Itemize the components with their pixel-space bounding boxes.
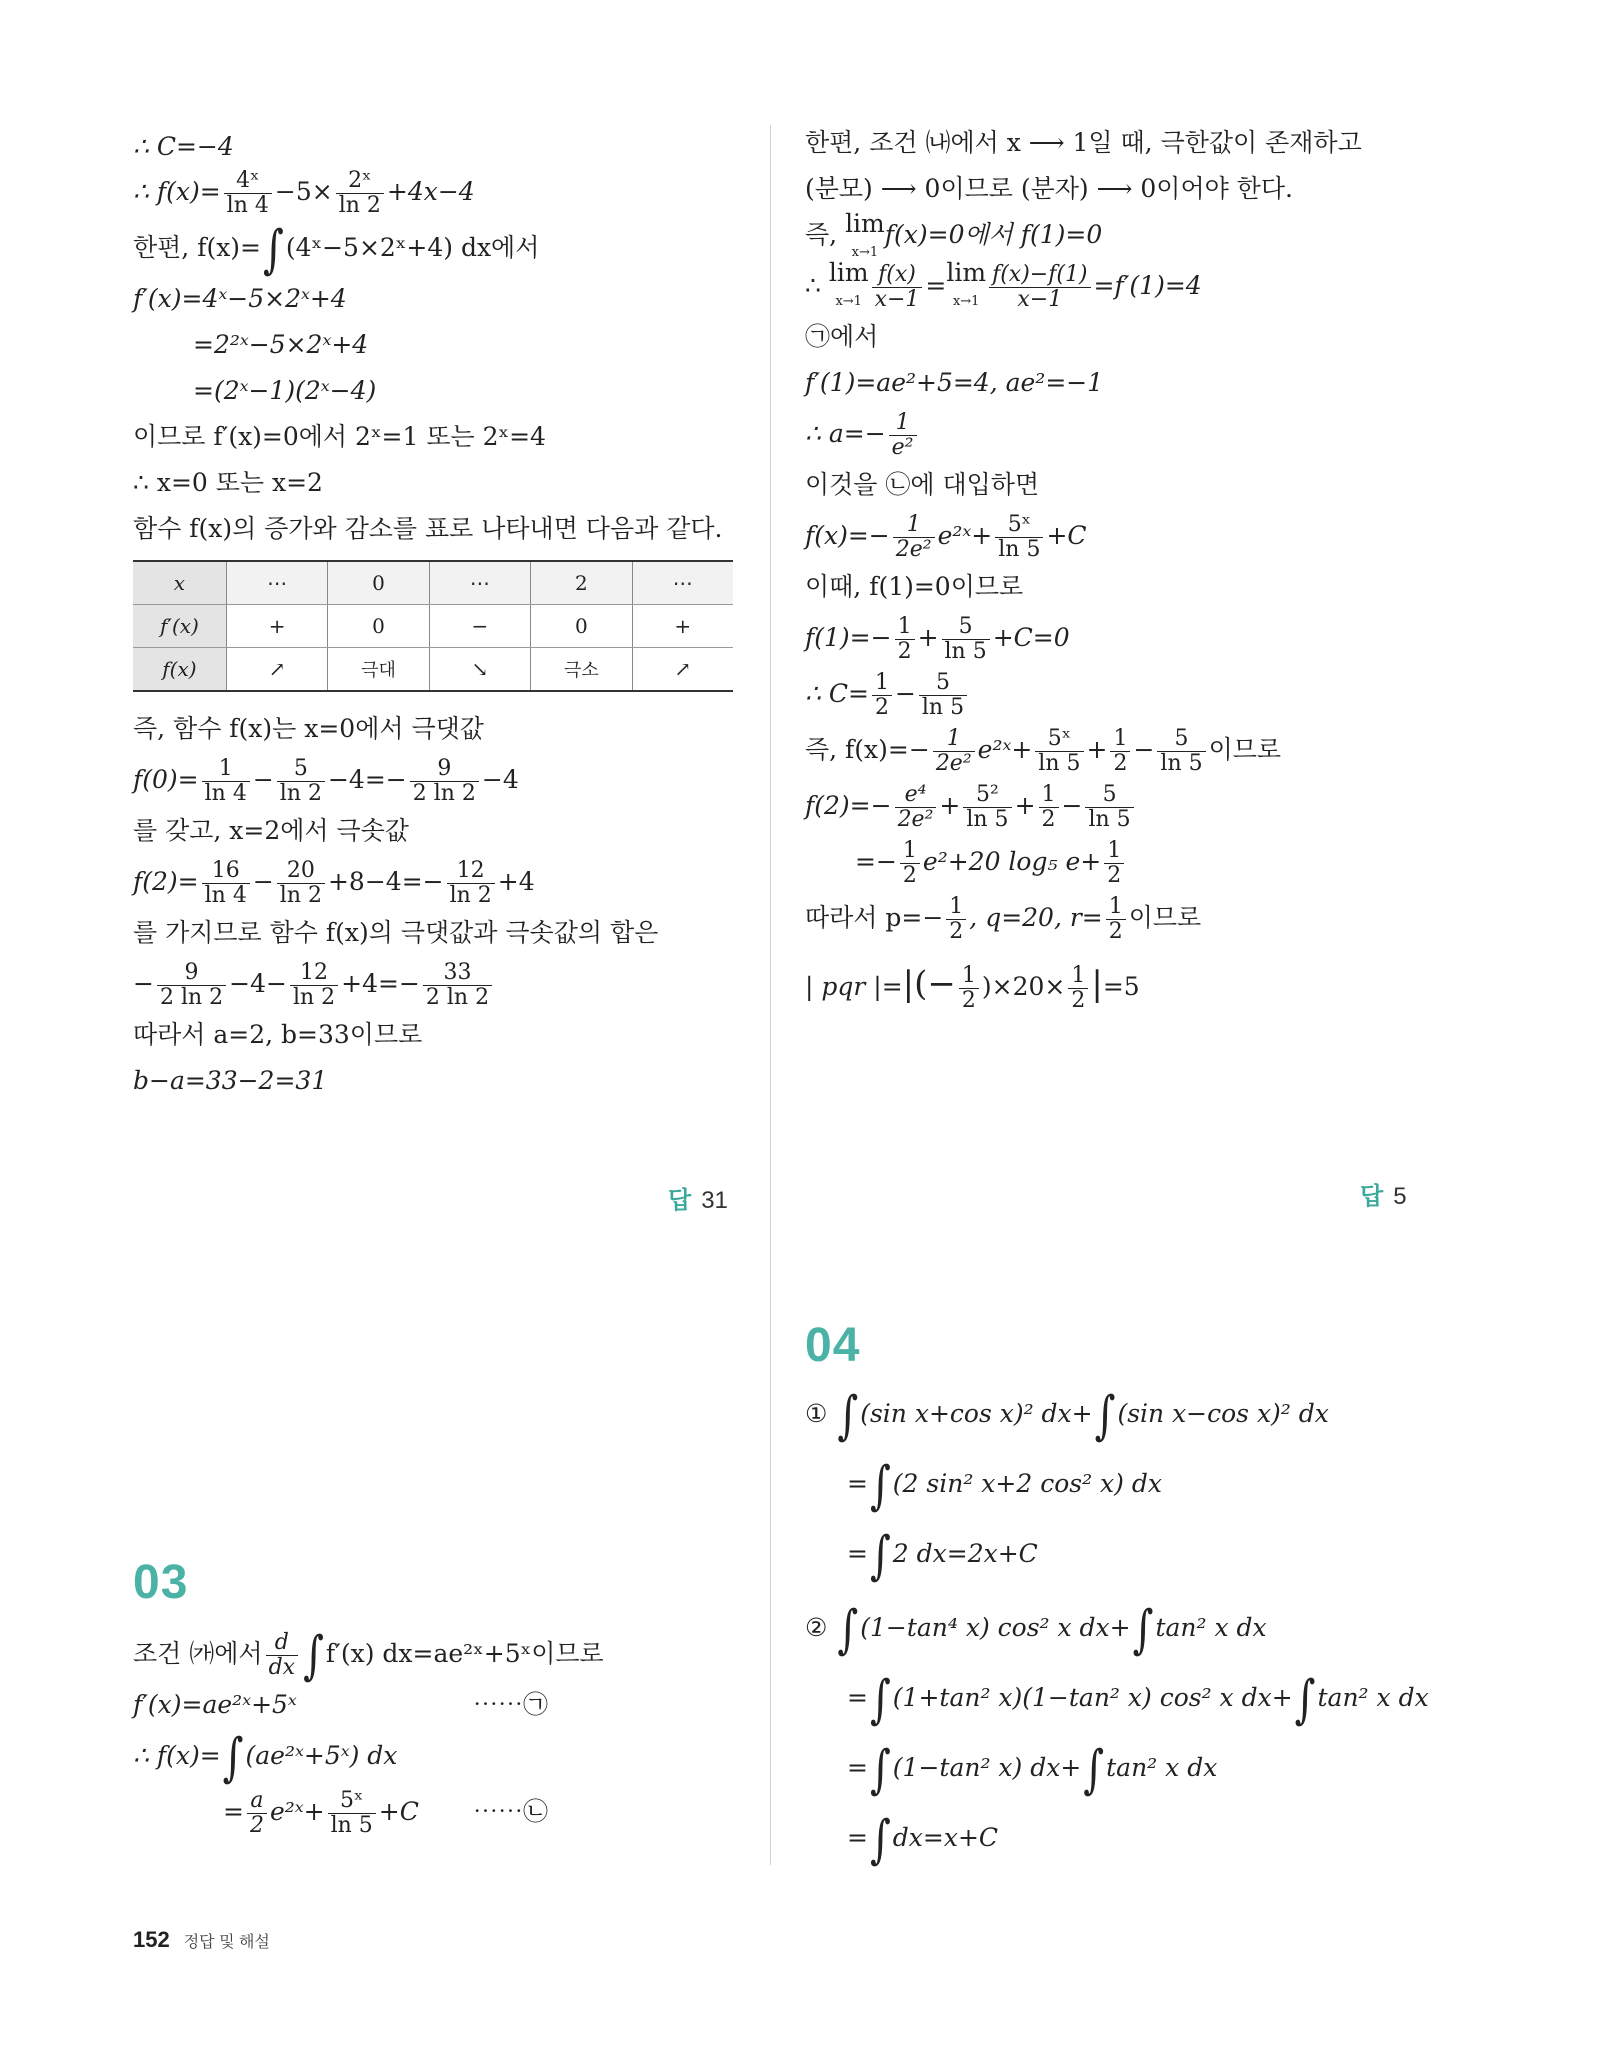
text-denominator: (분모) ⟶ 0이므로 (분자) ⟶ 0이어야 한다.	[805, 174, 1293, 203]
table-row: f(x) ↗ 극대 ↘ 극소 ↗	[133, 648, 733, 692]
section-number-04: 04	[805, 1319, 861, 1372]
eq-fx-result-03: = $\frac{a}{2}$ e²ˣ+ $\frac{\text{5ˣ}}{\ln 5}$ +C ⋯⋯㉡	[133, 1784, 733, 1840]
left-column	[133, 120, 733, 1104]
eq-c-value: ∴ C=−4	[133, 132, 234, 161]
eq-fx-full: 즉, f(x)=− $\frac{1}{\text{2e²}}$ e²ˣ+ $\frac{\text{5ˣ}}{\ln 5}$ + $\frac{1}{2}$ − $\frac{5}{\ln 5}$ 이므로	[805, 726, 1282, 776]
text-condition-b: 한편, 조건 ㈏에서 x ⟶ 1일 때, 극한값이 존재하고	[805, 128, 1362, 157]
eq-limit-zero: 즉, lim x→1f(x)=0에서 f(1)=0	[805, 209, 1103, 260]
right-column	[805, 120, 1425, 1012]
eq-a-value: ∴ a=− $\frac{1}{\text{e²}}$	[805, 406, 1425, 462]
choice-marker-2: ②	[805, 1613, 828, 1642]
marker-1: ⋯⋯㉠	[473, 1690, 549, 1719]
eq-condition-a: 조건 ㈎에서 $\frac{d}{dx}$ ∫f′(x) dx=ae²ˣ+5ˣ이므로	[133, 1626, 733, 1682]
eq-f0: f(0)= $\frac{1}{\ln 4}$ − $\frac{5}{\ln 2}$ −4=− $\frac{9}{2 \ln 2}$ −4	[133, 756, 519, 806]
eq-final: b−a=33−2=31	[133, 1066, 328, 1095]
choice-2-line-1: ② ∫(1−tan⁴ x) cos² x dx+∫tan² x dx	[805, 1599, 1267, 1660]
eq-fx-sub: f(x)=− $\frac{1}{\text{2e²}}$ e²ˣ+ $\frac{\text{5ˣ}}{\ln 5}$ +C	[805, 512, 1087, 562]
eq-f2-compute: f(2)=− $\frac{\text{e⁴}}{\text{2e²}}$ + $\frac{\text{5²}}{\ln 5}$ + $\frac{1}{2}$ − $\frac{5}{\ln 5}$	[805, 778, 1425, 834]
eq-f1: f(1)=− $\frac{1}{2}$ + $\frac{5}{\ln 5}$ +C=0	[805, 614, 1070, 664]
text-conclusion: 따라서 a=2, b=33이므로	[133, 1020, 423, 1049]
answer-31: 답 31	[668, 1187, 728, 1214]
marker-2: ⋯⋯㉡	[473, 1797, 549, 1826]
eq-fx-result: ∴ f(x)= $\frac{\text{4ˣ}}{\ln 4}$ −5× $\frac{\text{2ˣ}}{\ln 2}$ +4x−4	[133, 168, 475, 218]
page-footer	[133, 1927, 270, 1953]
section-04	[805, 1318, 1429, 1873]
text-local-min: 를 갖고, x=2에서 극솟값	[133, 816, 409, 845]
integral-sign: ∫	[263, 219, 284, 280]
column-divider	[770, 125, 771, 1865]
eq-sum: − $\frac{9}{2 \ln 2}$ −4− $\frac{12}{\ln 2}$ +4=− $\frac{33}{2 \ln 2}$	[133, 956, 733, 1012]
integral-sign: ∫	[222, 1727, 244, 1788]
eq-fprime-2: =2²ˣ−5×2ˣ+4	[193, 330, 369, 359]
table-row: f′(x) + 0 − 0 +	[133, 605, 733, 648]
eq-pqr-values: 따라서 p=− $\frac{1}{2}$ , q=20, r= $\frac{1}{2}$ 이므로	[805, 894, 1202, 944]
eq-derivative-limit: ∴ lim x→1 $\frac{f(x)}{x-1}$ =lim x→1 $\frac{f(x)-f(1)}{x-1}$ =f′(1)=4	[805, 258, 1202, 312]
table-row: x ⋯ 0 ⋯ 2 ⋯	[133, 561, 733, 605]
eq-fx-integral: 한편, f(x)=∫(4ˣ−5×2ˣ+4) dx에서	[133, 220, 733, 276]
choice-marker-1: ①	[805, 1399, 828, 1428]
eq-fprime-1: f′(x)=4ˣ−5×2ˣ+4	[133, 284, 347, 313]
eq-c-value: ∴ C= $\frac{1}{2}$ − $\frac{5}{\ln 5}$	[805, 666, 1425, 722]
eq-fprime-1: f′(1)=ae²+5=4, ae²=−1	[805, 368, 1104, 397]
eq-fx-integral-03: ∴ f(x)=∫(ae²ˣ+5ˣ) dx	[133, 1728, 733, 1784]
text-x-values: ∴ x=0 또는 x=2	[133, 468, 323, 497]
choice-2-line-3: =∫(1−tan² x) dx+∫tan² x dx	[847, 1739, 1218, 1800]
text-f1-zero: 이때, f(1)=0이므로	[805, 572, 1024, 601]
page-number: 152	[133, 1927, 170, 1952]
eq-pqr-abs: | pqr |=|(− $\frac{1}{2}$ )×20× $\frac{1}{2}$ |=5	[805, 963, 1140, 1013]
footer-text: 정답 및 해설	[183, 1934, 270, 1951]
eq-fprime-3: =(2ˣ−1)(2ˣ−4)	[193, 376, 377, 405]
eq-fprime-def: f′(x)=ae²ˣ+5ˣ ⋯⋯㉠	[133, 1682, 733, 1728]
section-number-03: 03	[133, 1556, 189, 1609]
integral-sign: ∫	[303, 1625, 324, 1686]
choice-2-line-4: =∫dx=x+C	[847, 1809, 999, 1870]
text-substitute: 이것을 ㉡에 대입하면	[805, 470, 1040, 499]
answer-5: 답 5	[1360, 1183, 1407, 1210]
text-local-max: 즉, 함수 f(x)는 x=0에서 극댓값	[133, 714, 484, 743]
text-sum-intro: 를 가지므로 함수 f(x)의 극댓값과 극솟값의 합은	[133, 918, 659, 947]
section-03	[133, 1555, 733, 1840]
choice-2-line-2: =∫(1+tan² x)(1−tan² x) cos² x dx+∫tan² x dx	[847, 1669, 1429, 1730]
text-table-intro: 함수 f(x)의 증가와 감소를 표로 나타내면 다음과 같다.	[133, 514, 723, 543]
text-from-1: ㉠에서	[805, 322, 879, 351]
eq-f2-simplified: =− $\frac{1}{2}$ e²+20 log₅ e+ $\frac{1}{2}$	[805, 834, 1425, 890]
choice-1-line-3: =∫2 dx=2x+C	[847, 1525, 1038, 1586]
text-zeros: 이므로 f′(x)=0에서 2ˣ=1 또는 2ˣ=4	[133, 422, 546, 451]
choice-1-line-2: =∫(2 sin² x+2 cos² x) dx	[847, 1455, 1162, 1516]
choice-1-line-1: ① ∫(sin x+cos x)² dx+∫(sin x−cos x)² dx	[805, 1385, 1329, 1446]
eq-f2: f(2)= $\frac{16}{\ln 4}$ − $\frac{20}{\ln 2}$ +8−4=− $\frac{12}{\ln 2}$ +4	[133, 858, 535, 908]
variation-table	[133, 560, 733, 692]
